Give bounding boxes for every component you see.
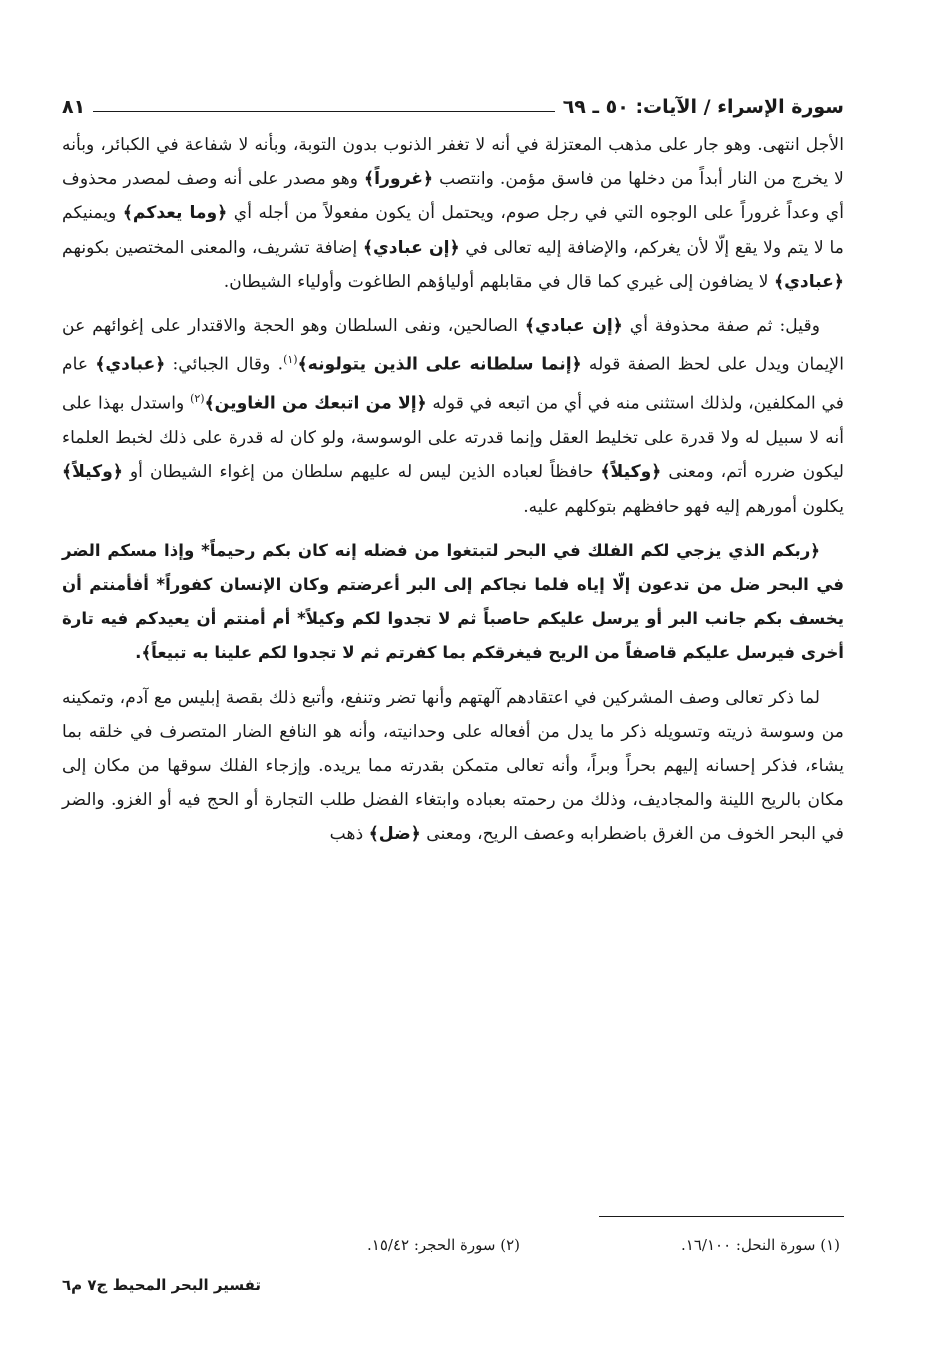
- volume-signature: تفسير البحر المحيط ج٧ م٦: [62, 1276, 262, 1294]
- text-run: واستدل بهذا على أنه لا سبيل له ولا قدرة على تخليط العقل وإنما قدرته على الوسوسة، ولو كان له قدرة على ذلك لخبط العلماء ليكون ضرره أتم، ومعنى: [62, 393, 844, 483]
- commentary-paragraph: [62, 309, 844, 524]
- text-run: الأجل انتهى. وهو جار على مذهب المعتزلة في أنه لا تغفر الذنوب بدون التوبة، وبأنه لا شفاعة في الكبائر، وبأنه لا يخرج من النار أبداً من دخلها من فاسق مؤمن. وانتصب: [62, 135, 844, 190]
- text-run: . وقال الجبائي:: [165, 354, 284, 375]
- text-run: حافظاً لعباده الذين ليس له عليهم سلطان من إغواء الشيطان أو: [122, 462, 601, 483]
- page-header: [62, 88, 844, 118]
- main-text: [62, 128, 844, 852]
- text-run: عام في المكلفين، ولذلك استثنى منه في أي من اتبعه في قوله: [62, 354, 844, 414]
- header-rule: [93, 111, 554, 112]
- text-run: وهو مصدر على أنه وصف لمصدر محذوف أي وعداً غروراً على الوجوه التي في رجل صوم، ويحتمل أن يكون مفعولاً من أجله أي: [62, 169, 844, 224]
- text-run: إضافة تشريف، والمعنى المختصين بكونهم: [62, 237, 363, 258]
- quran-quote: ﴿إنما سلطانه على الذين يتولونه﴾: [297, 354, 582, 375]
- surah-title: سورة الإسراء / الآيات: ٥٠ ـ ٦٩: [562, 96, 844, 118]
- quran-quote: ﴿ضل﴾: [368, 824, 421, 845]
- commentary-paragraph: [62, 681, 844, 852]
- quran-quote: ﴿عبادي﴾: [95, 354, 166, 375]
- footnote-1: (١) سورة النحل: ١٦/١٠٠.: [681, 1236, 840, 1254]
- book-page: [62, 88, 844, 1328]
- text-run: الصالحين، ونفى السلطان وهو الحجة والاقتدار على إغوائهم عن الإيمان ويدل على لحظ الصفة قوله: [62, 316, 844, 375]
- quran-quote: ﴿إلا من اتبعك من الغاوين﴾: [204, 393, 427, 414]
- footnote-2: (٢) سورة الحجر: ١٥/٤٢.: [367, 1236, 520, 1254]
- text-run: .: [135, 643, 142, 663]
- quran-quote: ﴿غروراً﴾: [364, 169, 434, 190]
- text-run: لا يضافون إلى غيري كما قال في مقابلهم أولياؤهم الطاغوت وأولياء الشيطان.: [223, 271, 775, 292]
- text-run: ويمنيكم ما لا يتم ولا يقع إلّا لأن يغركم، والإضافة إليه تعالى في: [62, 203, 844, 258]
- footnote-separator: [599, 1216, 844, 1217]
- text-run: لما ذكر تعالى وصف المشركين في اعتقادهم آلهتهم وأنها تضر وتنفع، وأتبع ذلك بقصة إبليس مع آدم، وتمكينه من وسوسة ذريته وتسويله ذكر ما يدل من أفعاله على وحدانيته، وأنه هو النافع الضار المتصرف في خلقه بما يشاء، فذكر إحسانه إليهم بحراً وبراً، وأنه تعالى متمكن بقدرته مما يريده. وإزجاء الفلك سوقها من مكان إلى مكان بالريح اللينة والمجاديف، وذلك من رحمته بعباده وابتغاء الفضل طلب التجارة أو الحج فيه أو الغزو. والضر في البحر الخوف من الغرق باضطرابه وعصف الريح، ومعنى: [62, 687, 844, 845]
- quran-verse-paragraph: [62, 534, 844, 671]
- quran-quote: ﴿وكيلاً﴾: [600, 462, 662, 483]
- footnote-marker: (٢): [190, 392, 205, 406]
- quran-quote: ﴿ربكم الذي يزجي لكم الفلك في البحر لتبتغوا من فضله إنه كان بكم رحيماً* وإذا مسكم الضر في البحر ضل من تدعون إلّا إياه فلما نجاكم إلى البر أعرضتم وكان الإنسان كفوراً* أفأمنتم أن يخسف بكم جانب البر أو يرسل عليكم حاصباً ثم لا تجدوا لكم وكيلاً* أم أمنتم أن يعيدكم فيه تارة أخرى فيرسل عليكم قاصفاً من الريح فيغرقكم بما كفرتم ثم لا تجدوا لكم علينا به تبيعاً﴾: [62, 540, 844, 663]
- quran-quote: ﴿وما يعدكم﴾: [122, 203, 228, 224]
- quran-quote: ﴿وكيلاً﴾: [62, 462, 123, 483]
- page-number: ٨١: [62, 96, 86, 118]
- text-run: يكلون أمورهم إليه فهو حافظهم بتوكلهم عليه.: [523, 496, 844, 517]
- quran-quote: ﴿عبادي﴾: [774, 271, 844, 292]
- commentary-paragraph: [62, 128, 844, 299]
- text-run: وقيل: ثم صفة محذوفة أي: [622, 316, 820, 337]
- quran-quote: ﴿إن عبادي﴾: [524, 316, 623, 337]
- footnotes: [62, 1236, 840, 1254]
- footnote-marker: (١): [283, 353, 298, 367]
- text-run: ذهب: [329, 824, 369, 845]
- quran-quote: ﴿إن عبادي﴾: [362, 237, 460, 258]
